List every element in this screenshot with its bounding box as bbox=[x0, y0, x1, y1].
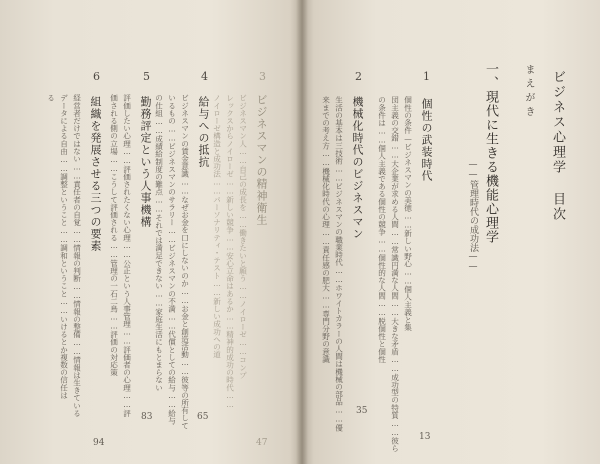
chapter-summary-line: ビジネスマンの賃金意識……なぜお金を口にしないのか……お金と創造活動……彼等の所有して bbox=[180, 94, 190, 430]
book-title: ビジネス心理学 目次 bbox=[550, 70, 565, 222]
chapter-summary-line: 生活の基本は三技術……ビジネスマンの職業時代……ホワイトカラーの人間は機械の部品……優 bbox=[334, 96, 344, 432]
chapter-summary-line: レックスからノイローゼ……新しい競争……安心立命はあるか……精神的成功の時代…… bbox=[225, 94, 235, 410]
chapter-summary-line: の条件は……個人主義である個性の競争……個性的な人間……脱個性と個性 bbox=[377, 96, 387, 363]
chapter-summary-line: 価される側の立場……こうして評価される……管理の一石二鳥……評価の対応策 bbox=[109, 94, 119, 376]
page-number: 13 bbox=[419, 432, 431, 442]
chapter-summary-line: る bbox=[46, 94, 56, 102]
chapter-summary-line: ビジネスマン人……自己の成長を……働きたいと願う……ノイローゼ……コンプ bbox=[238, 94, 248, 379]
book-gutter bbox=[296, 0, 308, 464]
chapter-summary-line: 評価したい心理……評価されたくない心理……公正という人事管理……評価者の心理……評 bbox=[122, 94, 132, 417]
chapter-number: 2 bbox=[355, 70, 362, 83]
page-number: 35 bbox=[356, 406, 368, 416]
chapter-summary-line: 経営者だけではない……責任者の自覚……情報の判断……情報の整備……情報は生きている bbox=[72, 94, 82, 417]
chapter-title: 組織を発展させる三つの要素 bbox=[89, 96, 102, 252]
chapter-summary-line: の仕組……成績給制度の難点……それでは満足できない……家庭生活にもとまらない bbox=[154, 94, 164, 392]
chapter-number: 3 bbox=[259, 70, 266, 83]
part-heading: 一、現代に生きる機能心理学 bbox=[483, 62, 498, 244]
preface-heading: まえがき bbox=[523, 64, 534, 120]
page-number: 83 bbox=[141, 412, 153, 422]
chapter-number: 4 bbox=[201, 70, 208, 83]
chapter-summary-line: 団主義の交錯……大企業が求める人間……常識円満な人間……大きな矛盾……成功型の特質……彼ら bbox=[390, 96, 400, 452]
part-subtitle: ——管理時代の成功法—— bbox=[468, 160, 478, 272]
chapter-number: 5 bbox=[143, 70, 150, 83]
chapter-number: 6 bbox=[93, 70, 100, 83]
chapter-summary-line: 個性の条件—ビジネスマンの美徳……新しい野心……個人主義と集 bbox=[403, 96, 413, 331]
page-number: 65 bbox=[197, 412, 209, 422]
page-number: 47 bbox=[256, 438, 268, 448]
page-number: 94 bbox=[93, 438, 105, 448]
chapter-summary-line: 来までの考え方……機械化時代の心理……責任感の肥大……専門分野の意識 bbox=[321, 96, 331, 363]
chapter-title: 給与への抵抗 bbox=[197, 96, 210, 168]
chapter-summary-line: いるもの……ビジネスマンのサラリー……ビジネスマンの不満……代償としての給与……給与 bbox=[167, 94, 177, 425]
chapter-title: ビジネスマンの精神衛生 bbox=[255, 94, 268, 226]
chapter-title: 機械化時代のビジネスマン bbox=[351, 96, 364, 240]
chapter-number: 1 bbox=[423, 70, 430, 83]
chapter-title: 個性の武装時代 bbox=[420, 98, 433, 182]
chapter-summary-line: データによる自由……調整ということ……調和ということ……いけるとか複数の信任は bbox=[59, 94, 69, 399]
chapter-title: 勤務評定という人事機構 bbox=[139, 96, 152, 228]
chapter-summary-line: ノイローゼ構造と成功法……パーソナリティ・テスト……新しい成功への道 bbox=[212, 94, 222, 358]
